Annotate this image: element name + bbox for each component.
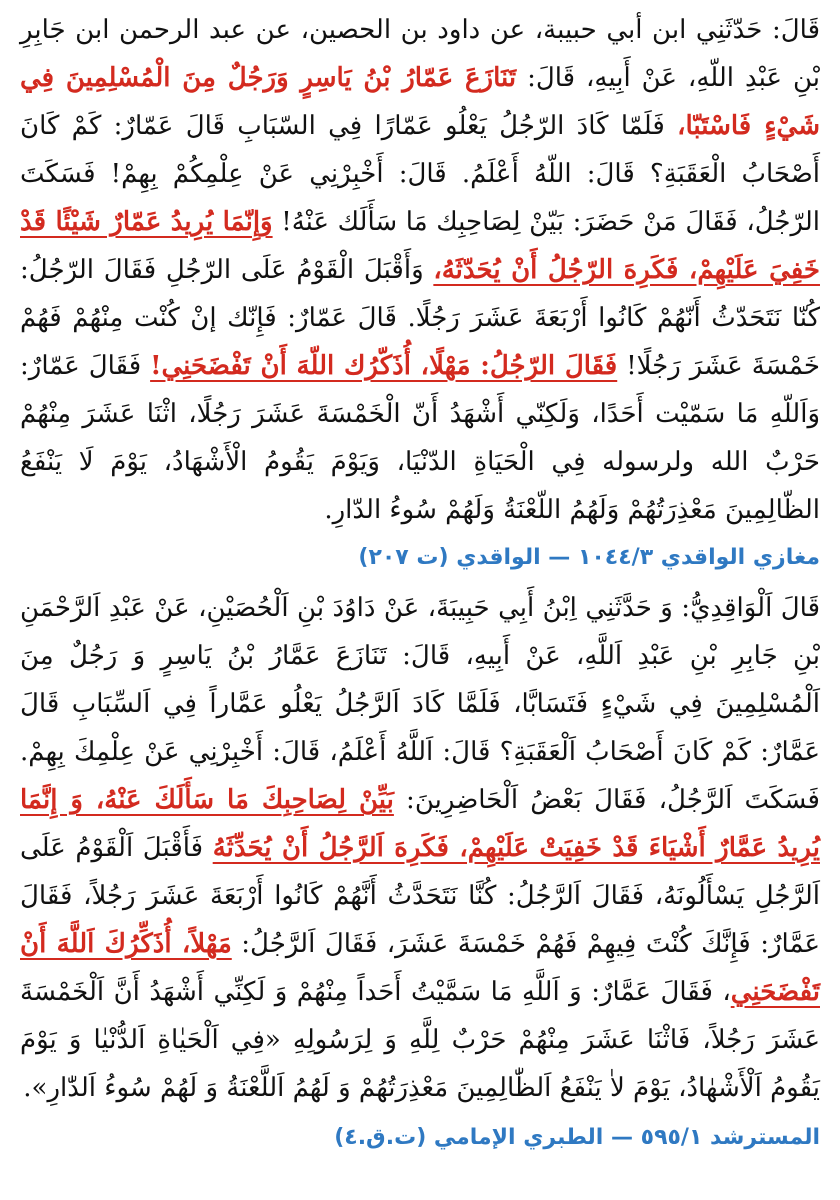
source-citation-mustarshid: المسترشد ٥٩٥/١ — الطبري الإمامي (ت.ق.٤) [334, 1125, 820, 1150]
passage-1-highlight-mahlan: فَقَالَ الرّجُلُ: مَهْلًا، أُذَكّرُك اللّهَ أَنْ تَفْضَحَنِي! [150, 351, 618, 381]
passage-1-text-3: وَأَقْبَلَ الْقَوْمُ عَلَى الرّجُلِ فَقَالَ الرّجُلُ: كُنّا نَتَحَدّثُ أَنّهُمْ كَانُوا أَرْبَعَةَ عَشَرَ رَجُلًا. قَالَ عَمّارٌ: فَإِنّك إنْ كُنْت مِنْهُمْ فَهُمْ خَمْسَةَ عَشَرَ رَجُلًا! [20, 255, 820, 381]
passage-2-highlight-mahlan: مَهْلاً، أُذَكِّرُكَ اَللَّهَ أَنْ تَفْضَحَنِي [20, 929, 820, 1007]
passage-2-text-3: ، فَقَالَ عَمَّارٌ: وَ اَللَّهِ مَا سَمَّيْتُ أَحَداً مِنْهُمْ وَ لَكِنِّي أَشْهَدُ أَنَّ اَلْخَمْسَةَ عَشَرَ رَجُلاً، فَاثْنَا عَشَرَ مِنْهُمْ حَرْبٌ لِلَّهِ وَ لِرَسُولِهِ «فِي اَلْحَيٰاةِ اَلدُّنْيٰا وَ يَوْمَ يَقُومُ اَلْأَشْهٰادُ، يَوْمَ لاٰ يَنْفَعُ اَلظّٰالِمِينَ مَعْذِرَتُهُمْ وَ لَهُمُ اَللَّعْنَةُ وَ لَهُمْ سُوءُ اَلدّٰارِ». [20, 977, 820, 1103]
passage-2-text-2: فَأَقْبَلَ اَلْقَوْمُ عَلَى اَلرَّجُلِ يَسْأَلُونَهُ، فَقَالَ اَلرَّجُلُ: كُنَّا نَتَحَدَّثُ أَنَّهُمْ كَانُوا أَرْبَعَةَ عَشَرَ رَجُلاً، فَقَالَ عَمَّارٌ: فَإِنَّكَ كُنْتَ فِيهِمْ فَهُمْ خَمْسَةَ عَشَرَ، فَقَالَ اَلرَّجُلُ: [20, 833, 821, 959]
passage-2-highlight-hidden: بَيِّنْ لِصَاحِبِكَ مَا سَأَلَكَ عَنْهُ، وَ إِنَّمَا يُرِيدُ عَمَّارٌ أَشْيَاءَ قَدْ خَفِيَتْ عَلَيْهِمْ، فَكَرِهَ اَلرَّجُلُ أَنْ يُحَدِّثَهُ [20, 785, 820, 863]
passage-1-highlight-hidden: وَإِنّمَا يُرِيدُ عَمّارٌ شَيْئًا قَدْ خَفِيَ عَلَيْهِمْ، فَكَرِهَ الرّجُلُ أَنْ يُحَدّثَهُ، [20, 207, 820, 285]
source-citation-waqidi: مغازي الواقدي ١٠٤٤/٣ — الواقدي (ت ٢٠٧) [358, 545, 820, 570]
passage-1-text-2: فَلَمّا كَادَ الرّجُلُ يَعْلُو عَمّارًا فِي السّبَابِ قَالَ عَمّارٌ: كَمْ كَانَ أَصْحَابُ الْعَقَبَةِ؟ قَالَ: اللّهُ أَعْلَمُ. قَالَ: أَخْبِرْنِي عَنْ عِلْمِكُمْ بِهِمْ! فَسَكَتَ الرّجُلُ، فَقَالَ مَنْ حَضَرَ: بَيّنْ لِصَاحِبِك مَا سَأَلَك عَنْهُ! [20, 111, 820, 237]
document-page [20, 0, 820, 1200]
passage-waqidi [20, 0, 820, 534]
passage-1-highlight-dispute: تَنَازَعَ عَمّارُ بْنُ يَاسِرٍ وَرَجُلٌ مِنَ الْمُسْلِمِينَ فِي شَيْءٍ فَاسْتَبّا، [20, 63, 820, 141]
passage-1-text-1: قَالَ: حَدّثَنِي ابن أبي حبيبة، عن داود بن الحصين، عن عبد الرحمن ابن جَابِرِ بْنِ عَبْدِ اللّهِ، عَنْ أَبِيهِ، قَالَ: [20, 15, 820, 93]
passage-2-text-1: قَالَ اَلْوَاقِدِيُّ: وَ حَدَّثَنِي اِبْنُ أَبِي حَبِيبَةَ، عَنْ دَاوُدَ بْنِ اَلْحُصَيْنِ، عَنْ عَبْدِ اَلرَّحْمَنِ بْنِ جَابِرِ بْنِ عَبْدِ اَللَّهِ، عَنْ أَبِيهِ، قَالَ: تَنَازَعَ عَمَّارُ بْنُ يَاسِرٍ وَ رَجُلٌ مِنَ اَلْمُسْلِمِينَ فِي شَيْءٍ فَتَسَابَّا، فَلَمَّا كَادَ اَلرَّجُلُ يَعْلُو عَمَّاراً فِي اَلسِّبَابِ قَالَ عَمَّارٌ: كَمْ كَانَ أَصْحَابُ اَلْعَقَبَةِ؟ قَالَ: اَللَّهُ أَعْلَمُ، قَالَ: أَخْبِرْنِي عَنْ عِلْمِكَ بِهِمْ. فَسَكَتَ اَلرَّجُلُ، فَقَالَ بَعْضُ اَلْحَاضِرِينَ: [20, 593, 820, 815]
passage-mustarshid [20, 584, 820, 1112]
passage-1-text-4: فَقَالَ عَمّارٌ: وَاَللّهِ مَا سَمّيْت أَحَدًا، وَلَكِنّي أَشْهَدُ أَنّ الْخَمْسَةَ عَشَرَ رَجُلًا، اثْنَا عَشَرَ مِنْهُمْ حَرْبٌ الله ولرسوله فِي الْحَيَاةِ الدّنْيَا، وَيَوْمَ يَقُومُ الْأَشْهَادُ، يَوْمَ لَا يَنْفَعُ الظّالِمِينَ مَعْذِرَتُهُمْ وَلَهُمُ اللّعْنَةُ وَلَهُمْ سُوءُ الدّارِ. [20, 351, 820, 525]
